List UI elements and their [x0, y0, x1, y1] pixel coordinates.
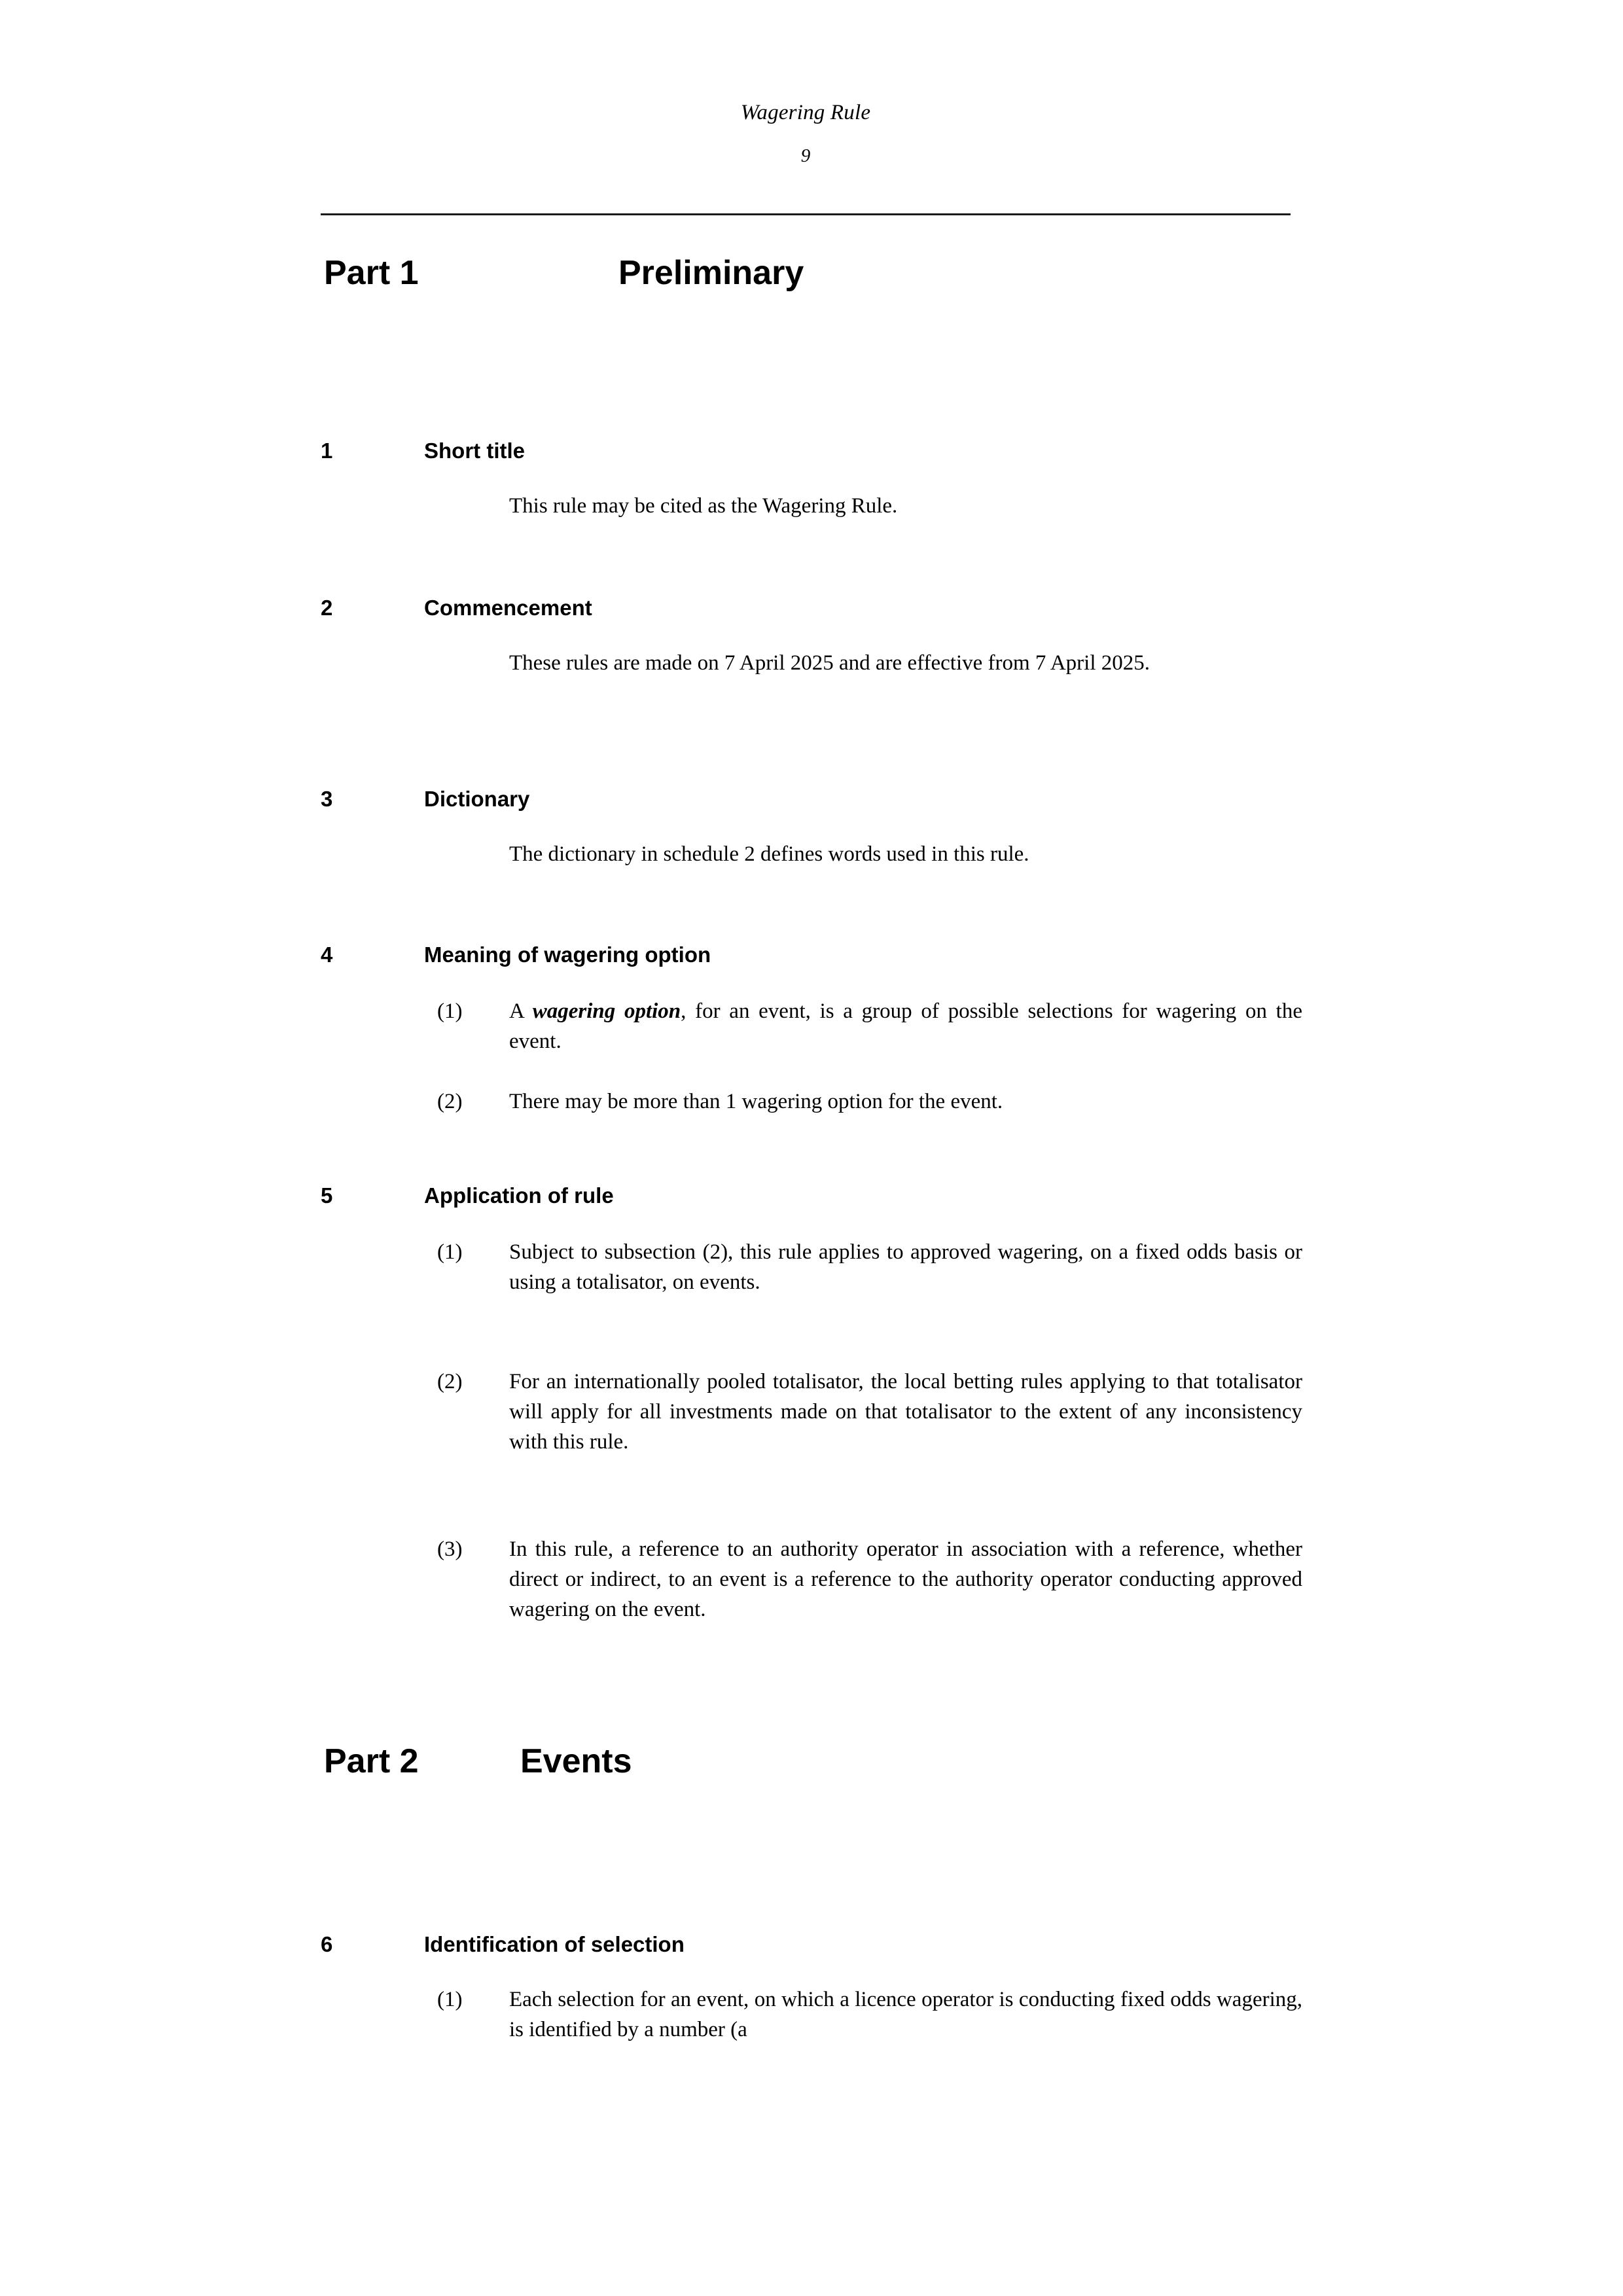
header-divider-rule — [321, 213, 1291, 215]
section-number-2: 2 — [321, 596, 333, 620]
subsection-marker: (1) — [437, 999, 463, 1023]
section-heading-2 — [321, 594, 1309, 622]
section-5-subsection-2 — [437, 1367, 1302, 1457]
section-2-paragraph: These rules are made on 7 April 2025 and are effective from 7 April 2025. — [509, 651, 1150, 675]
part-heading-2-title: Events — [520, 1742, 632, 1780]
subsection-marker: (2) — [437, 1370, 463, 1393]
subsection-text-after-term: , for an event, is a group of possible selections for wagering on the event. — [509, 999, 1302, 1053]
subsection-text: Subject to subsection (2), this rule applies to approved wagering, on a fixed odds basis or using a totalisator, on events. — [509, 1240, 1302, 1294]
section-5-subsection-3 — [437, 1534, 1302, 1624]
subsection-marker: (3) — [437, 1537, 463, 1561]
section-title-2: Commencement — [424, 596, 592, 620]
part-heading-1-title: Preliminary — [618, 254, 804, 292]
subsection-marker: (1) — [437, 1988, 463, 2011]
section-title-3: Dictionary — [424, 787, 530, 811]
subsection-text: For an internationally pooled totalisator, the local betting rules applying to that totalisator will apply for all investments made on that totalisator to the extent of any inconsistency with this rule. — [509, 1370, 1302, 1454]
part-heading-2-label: Part 2 — [324, 1742, 419, 1780]
part-heading-1 — [324, 253, 1306, 293]
section-1-paragraph: This rule may be cited as the Wagering Rule. — [509, 494, 898, 518]
section-heading-3 — [321, 785, 1309, 813]
section-number-4: 4 — [321, 942, 333, 967]
section-6-subsection-1 — [437, 1984, 1302, 2045]
subsection-text: Each selection for an event, on which a licence operator is conducting fixed odds wagering, is identified by a number (a — [509, 1988, 1302, 2041]
subsection-text: In this rule, a reference to an authority operator in association with a reference, whether direct or indirect, to an event is a reference to the authority operator conducting approved wagering on the event. — [509, 1537, 1302, 1621]
header-page-number: 9 — [800, 145, 811, 166]
header-document-title: Wagering Rule — [740, 101, 871, 124]
section-heading-1 — [321, 437, 1309, 465]
section-4-subsection-1 — [437, 996, 1302, 1056]
section-title-5: Application of rule — [424, 1183, 614, 1208]
section-number-6: 6 — [321, 1932, 333, 1956]
section-title-1: Short title — [424, 439, 525, 463]
section-4-subsection-2 — [437, 1086, 1302, 1117]
section-number-5: 5 — [321, 1183, 333, 1208]
section-heading-6 — [321, 1931, 1309, 1958]
subsection-text-before-term: A — [509, 999, 533, 1023]
section-5-subsection-1 — [437, 1237, 1302, 1297]
running-header — [321, 98, 1291, 169]
part-heading-2 — [324, 1741, 1306, 1782]
section-heading-4 — [321, 941, 1309, 969]
subsection-marker: (1) — [437, 1240, 463, 1264]
section-title-4: Meaning of wagering option — [424, 942, 711, 967]
subsection-text: There may be more than 1 wagering option for the event. — [509, 1090, 1003, 1113]
section-number-1: 1 — [321, 439, 333, 463]
subsection-marker: (2) — [437, 1090, 463, 1113]
section-heading-5 — [321, 1182, 1309, 1210]
section-number-3: 3 — [321, 787, 333, 811]
section-3-paragraph: The dictionary in schedule 2 defines words used in this rule. — [509, 842, 1029, 866]
subsection-text — [509, 996, 1302, 1056]
section-title-6: Identification of selection — [424, 1932, 685, 1956]
part-heading-1-label: Part 1 — [324, 254, 419, 292]
defined-term-wagering-option: wagering option — [532, 999, 681, 1023]
